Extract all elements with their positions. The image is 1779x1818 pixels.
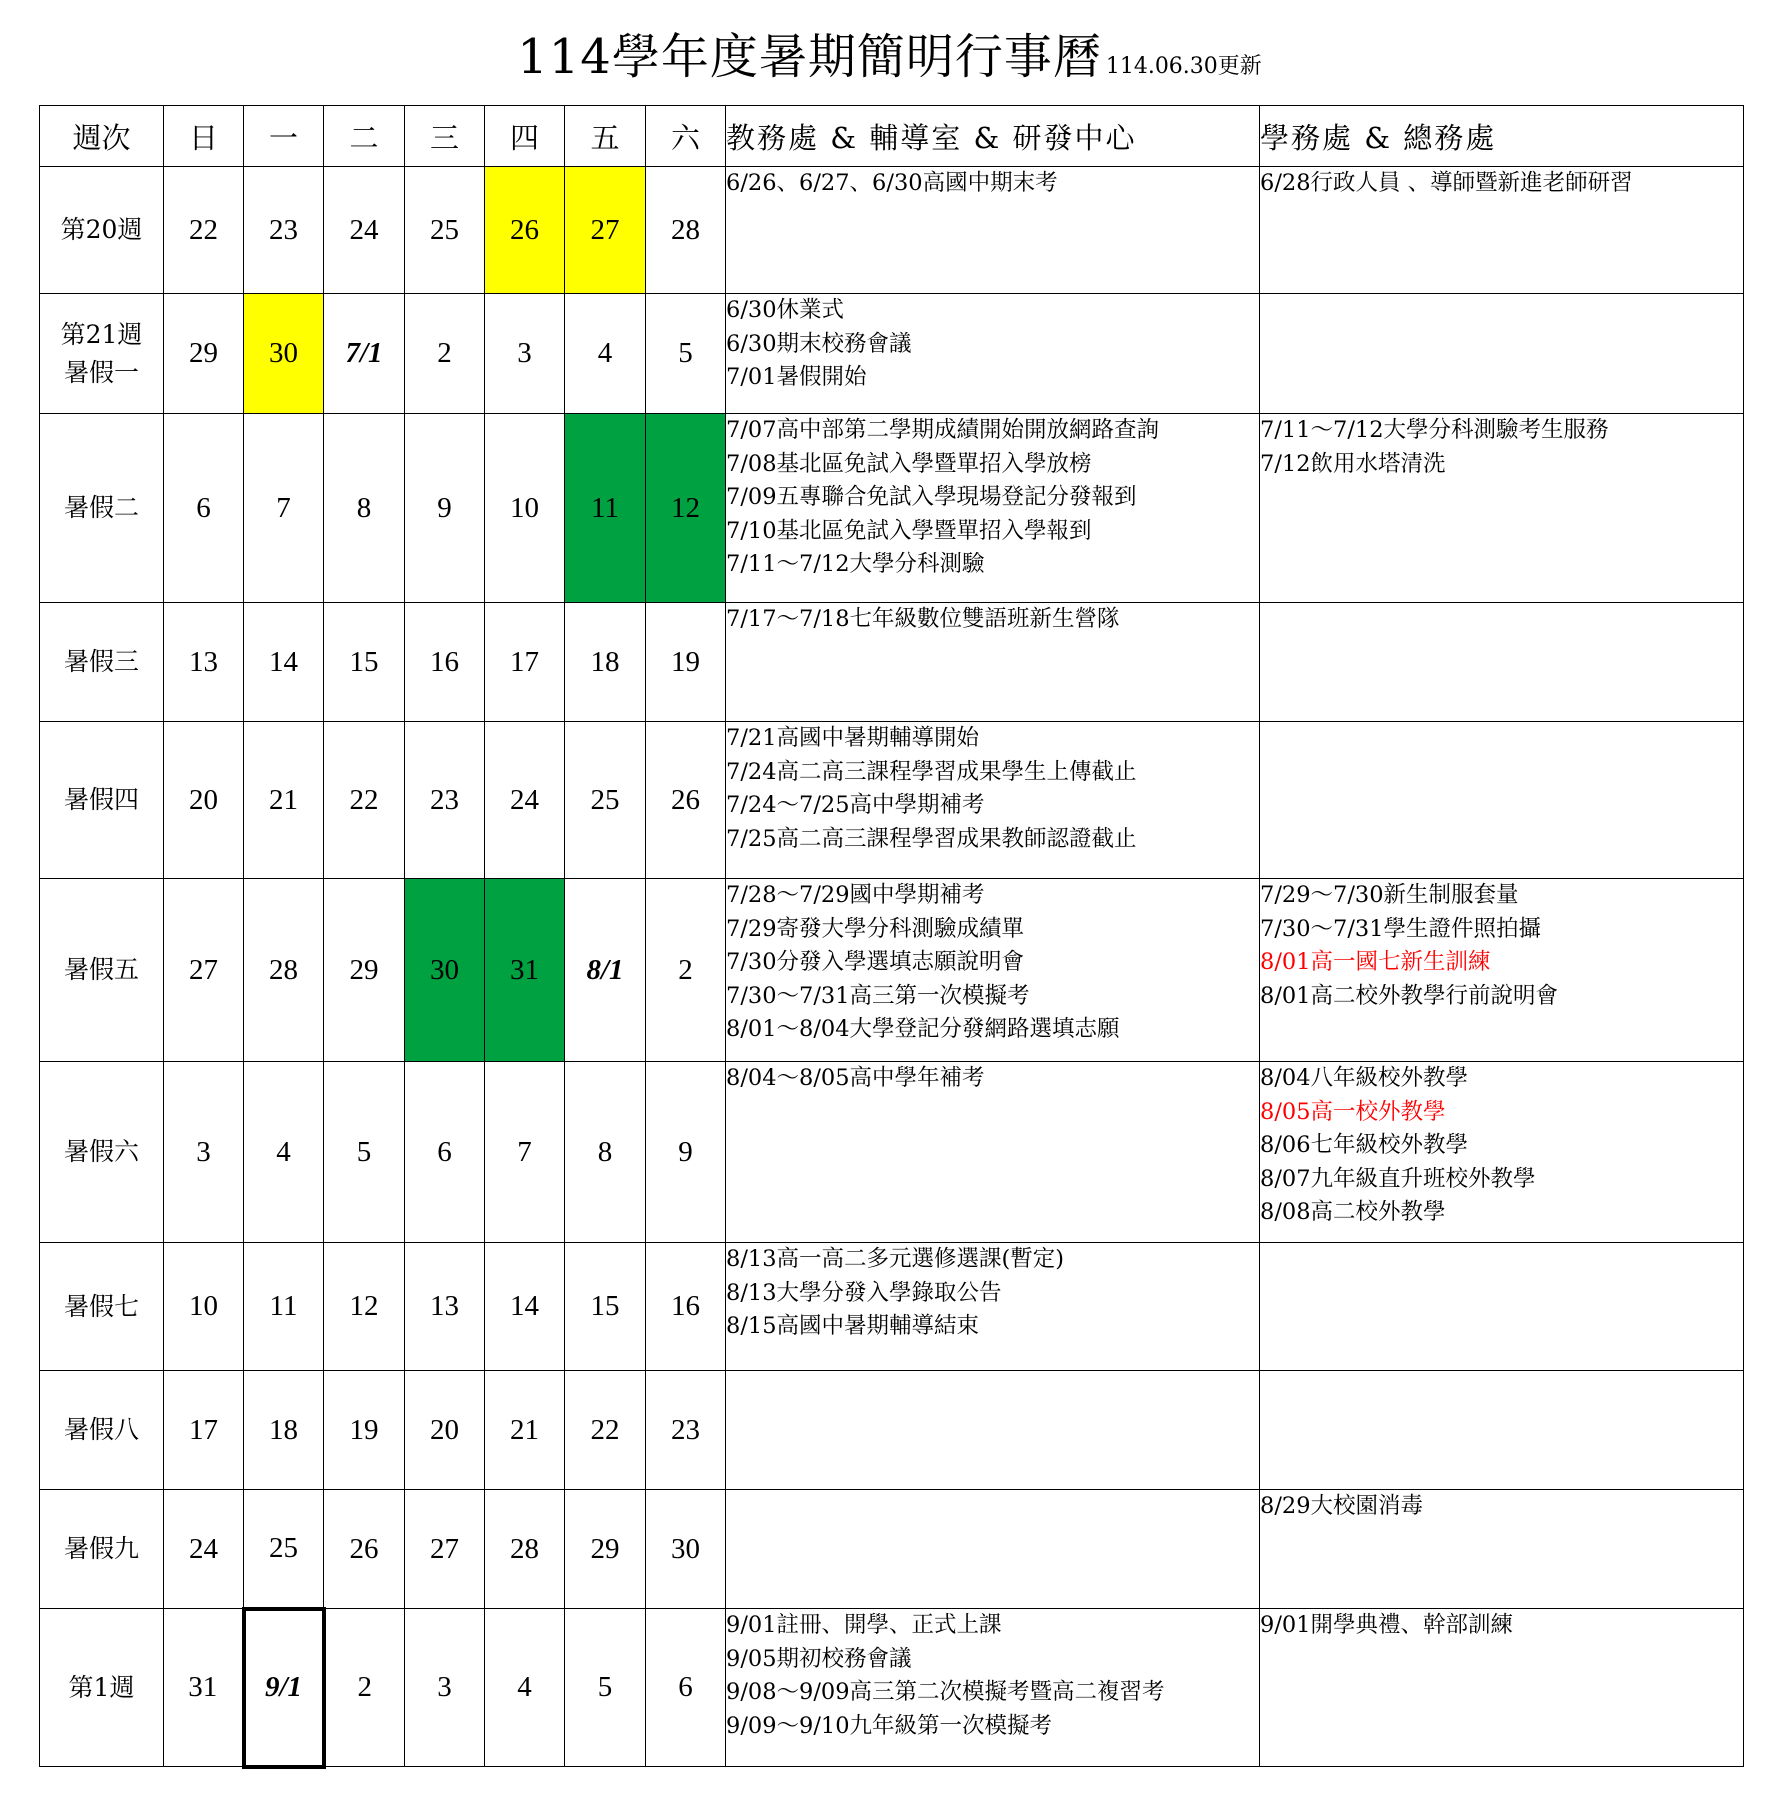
- week-label: [40, 414, 164, 603]
- day-cell-wed: 9: [405, 414, 485, 603]
- student-events: [1260, 879, 1744, 1062]
- week-label: [40, 1609, 164, 1767]
- day-cell-mon: 9/1: [244, 1609, 324, 1767]
- week-label-line: 暑假九: [63, 1534, 139, 1563]
- event-line: 7/24高二高三課程學習成果學生上傳截止: [726, 758, 1137, 785]
- week-row: [40, 1062, 1744, 1243]
- week-label: [40, 722, 164, 879]
- calendar-table: [39, 105, 1744, 1769]
- event-line: 6/26、6/27、6/30高國中期末考: [726, 170, 1058, 196]
- day-cell-fri: 27: [565, 167, 646, 294]
- event-line: 7/30分發入學選填志願說明會: [726, 949, 1025, 975]
- event-line: 7/07高中部第二學期成績開始開放網路查詢: [726, 417, 1160, 443]
- event-line: 8/08高二校外教學: [1260, 1199, 1446, 1225]
- day-cell-sun: 6: [164, 414, 244, 603]
- student-events: [1260, 722, 1744, 879]
- day-cell-sat: 28: [646, 167, 726, 294]
- event-line: 8/13大學分發入學錄取公告: [726, 1279, 1002, 1306]
- day-cell-fri: 11: [565, 414, 646, 603]
- day-cell-mon: 14: [244, 603, 324, 722]
- update-date: 114.06.30更新: [1105, 54, 1262, 79]
- week-row: [40, 879, 1744, 1062]
- day-cell-wed: 6: [405, 1062, 485, 1243]
- day-cell-mon: 28: [244, 879, 324, 1062]
- day-cell-sat: 30: [646, 1490, 726, 1609]
- day-cell-sun: 29: [164, 294, 244, 414]
- week-label-line: 暑假八: [63, 1415, 139, 1444]
- day-cell-tue: 19: [324, 1371, 405, 1490]
- week-row: [40, 1490, 1744, 1609]
- day-cell-fri: 22: [565, 1371, 646, 1490]
- student-events: [1260, 167, 1744, 294]
- day-cell-thu: 28: [485, 1490, 565, 1609]
- student-events: [1260, 1371, 1744, 1490]
- day-cell-thu: 10: [485, 414, 565, 603]
- week-label: [40, 167, 164, 294]
- academic-events: [726, 1243, 1260, 1371]
- event-line: 8/01～8/04大學登記分發網路選填志願: [726, 1016, 1120, 1042]
- academic-events: [726, 414, 1260, 603]
- day-cell-tue: 5: [324, 1062, 405, 1243]
- day-cell-sun: 24: [164, 1490, 244, 1609]
- day-cell-sat: 6: [646, 1609, 726, 1767]
- day-cell-wed: 13: [405, 1243, 485, 1371]
- day-cell-wed: 16: [405, 603, 485, 722]
- week-label: [40, 294, 164, 414]
- week-label: [40, 1371, 164, 1490]
- week-row: [40, 603, 1744, 722]
- week-row: [40, 1609, 1744, 1767]
- event-line: 9/05期初校務會議: [726, 1645, 912, 1672]
- day-cell-sun: 22: [164, 167, 244, 294]
- week-row: [40, 167, 1744, 294]
- event-line: 7/30～7/31學生證件照拍攝: [1260, 915, 1542, 942]
- day-cell-wed: 20: [405, 1371, 485, 1490]
- event-line: 7/11～7/12大學分科測驗: [726, 551, 985, 577]
- header-day-wed: 三: [405, 106, 485, 167]
- student-events: [1260, 603, 1744, 722]
- day-cell-wed: 3: [405, 1609, 485, 1767]
- week-row: [40, 722, 1744, 879]
- event-line: 7/25高二高三課程學習成果教師認證截止: [726, 825, 1137, 852]
- academic-events: [726, 879, 1260, 1062]
- day-cell-fri: 8/1: [565, 879, 646, 1062]
- day-cell-tue: 26: [324, 1490, 405, 1609]
- day-cell-sat: 12: [646, 414, 726, 603]
- academic-events: [726, 1609, 1260, 1767]
- day-cell-fri: 18: [565, 603, 646, 722]
- day-cell-sat: 23: [646, 1371, 726, 1490]
- event-line: 7/28～7/29國中學期補考: [726, 882, 985, 908]
- week-label: [40, 1243, 164, 1371]
- header-row: [40, 106, 1744, 167]
- week-label: [40, 603, 164, 722]
- day-cell-tue: 12: [324, 1243, 405, 1371]
- week-label-line: 第20週: [60, 215, 143, 244]
- week-label-line: 暑假七: [63, 1291, 139, 1321]
- day-cell-mon: 4: [244, 1062, 324, 1243]
- calendar-body: [40, 167, 1744, 1767]
- day-cell-tue: 8: [324, 414, 405, 603]
- header-day-sun: 日: [164, 106, 244, 167]
- week-row: [40, 414, 1744, 603]
- event-line: 7/29寄發大學分科測驗成績單: [726, 915, 1025, 942]
- day-cell-sun: 27: [164, 879, 244, 1062]
- day-cell-thu: 26: [485, 167, 565, 294]
- student-events: [1260, 414, 1744, 603]
- event-line: 8/04～8/05高中學年補考: [726, 1065, 985, 1091]
- day-cell-sun: 20: [164, 722, 244, 879]
- day-cell-wed: 30: [405, 879, 485, 1062]
- student-events: [1260, 1490, 1744, 1609]
- academic-events: [726, 1062, 1260, 1243]
- week-label: [40, 879, 164, 1062]
- day-cell-sun: 17: [164, 1371, 244, 1490]
- header-day-thu: 四: [485, 106, 565, 167]
- event-line: 6/28行政人員 、導師暨新進老師研習: [1260, 170, 1633, 196]
- week-label-line: 暑假五: [63, 955, 139, 984]
- event-line: 8/05高一校外教學: [1260, 1098, 1446, 1125]
- day-cell-sat: 16: [646, 1243, 726, 1371]
- day-cell-sat: 5: [646, 294, 726, 414]
- event-line: 6/30休業式: [726, 297, 845, 323]
- day-cell-tue: 7/1: [324, 294, 405, 414]
- academic-events: [726, 1371, 1260, 1490]
- event-line: 9/01註冊、開學、正式上課: [726, 1612, 1002, 1638]
- student-events: [1260, 1062, 1744, 1243]
- page-title: 114學年度暑期簡明行事曆: [517, 29, 1102, 85]
- week-label: [40, 1490, 164, 1609]
- event-line: 8/13高一高二多元選修選課(暫定): [726, 1246, 1065, 1272]
- event-line: 8/01高一國七新生訓練: [1260, 949, 1491, 975]
- student-events: [1260, 1243, 1744, 1371]
- event-line: 7/12飲用水塔清洗: [1260, 450, 1446, 477]
- day-cell-tue: 22: [324, 722, 405, 879]
- week-label-line: 第21週: [60, 319, 143, 349]
- day-cell-wed: 23: [405, 722, 485, 879]
- day-cell-fri: 25: [565, 722, 646, 879]
- day-cell-mon: 11: [244, 1243, 324, 1371]
- day-cell-thu: 21: [485, 1371, 565, 1490]
- calendar-title: [0, 18, 1779, 88]
- event-line: 9/08～9/09高三第二次模擬考暨高二複習考: [726, 1679, 1165, 1705]
- day-cell-sun: 10: [164, 1243, 244, 1371]
- week-label-line: 暑假一: [63, 357, 139, 387]
- header-academic-office: 教務處 & 輔導室 & 研發中心: [726, 106, 1260, 167]
- academic-events: [726, 1490, 1260, 1609]
- header-day-mon: 一: [244, 106, 324, 167]
- event-line: 6/30期末校務會議: [726, 330, 912, 357]
- event-line: 8/07九年級直升班校外教學: [1260, 1165, 1536, 1192]
- event-line: 8/15高國中暑期輔導結束: [726, 1313, 980, 1339]
- day-cell-fri: 29: [565, 1490, 646, 1609]
- header-student-office: 學務處 & 總務處: [1260, 106, 1744, 167]
- event-line: 8/29大校園消毒: [1260, 1493, 1424, 1519]
- day-cell-fri: 8: [565, 1062, 646, 1243]
- event-line: 8/01高二校外教學行前說明會: [1260, 982, 1559, 1009]
- student-events: [1260, 294, 1744, 414]
- academic-events: [726, 722, 1260, 879]
- day-cell-mon: 21: [244, 722, 324, 879]
- day-cell-mon: 18: [244, 1371, 324, 1490]
- day-cell-sun: 3: [164, 1062, 244, 1243]
- day-cell-sat: 9: [646, 1062, 726, 1243]
- day-cell-fri: 15: [565, 1243, 646, 1371]
- event-line: 7/08基北區免試入學暨單招入學放榜: [726, 450, 1092, 477]
- day-cell-sun: 13: [164, 603, 244, 722]
- day-cell-thu: 24: [485, 722, 565, 879]
- academic-events: [726, 167, 1260, 294]
- event-line: 7/24～7/25高中學期補考: [726, 792, 985, 818]
- header-day-tue: 二: [324, 106, 405, 167]
- day-cell-tue: 29: [324, 879, 405, 1062]
- day-cell-thu: 3: [485, 294, 565, 414]
- week-label-line: 第1週: [68, 1672, 135, 1702]
- event-line: 7/10基北區免試入學暨單招入學報到: [726, 517, 1092, 544]
- day-cell-mon: 25: [244, 1490, 324, 1609]
- day-cell-wed: 27: [405, 1490, 485, 1609]
- week-label-line: 暑假六: [63, 1137, 139, 1166]
- day-cell-thu: 17: [485, 603, 565, 722]
- event-line: 8/04八年級校外教學: [1260, 1065, 1469, 1091]
- week-label-line: 暑假四: [63, 785, 139, 814]
- day-cell-fri: 5: [565, 1609, 646, 1767]
- day-cell-mon: 23: [244, 167, 324, 294]
- academic-events: [726, 294, 1260, 414]
- event-line: 8/06七年級校外教學: [1260, 1132, 1469, 1158]
- day-cell-thu: 4: [485, 1609, 565, 1767]
- day-cell-sat: 19: [646, 603, 726, 722]
- day-cell-thu: 7: [485, 1062, 565, 1243]
- day-cell-tue: 24: [324, 167, 405, 294]
- day-cell-fri: 4: [565, 294, 646, 414]
- day-cell-tue: 15: [324, 603, 405, 722]
- event-line: 7/11～7/12大學分科測驗考生服務: [1260, 417, 1609, 443]
- event-line: 7/21高國中暑期輔導開始: [726, 725, 980, 751]
- day-cell-mon: 30: [244, 294, 324, 414]
- day-cell-wed: 25: [405, 167, 485, 294]
- day-cell-mon: 7: [244, 414, 324, 603]
- event-line: 7/17～7/18七年級數位雙語班新生營隊: [726, 606, 1120, 632]
- event-line: 9/09～9/10九年級第一次模擬考: [726, 1712, 1053, 1739]
- week-row: [40, 1243, 1744, 1371]
- day-cell-thu: 14: [485, 1243, 565, 1371]
- week-row: [40, 1371, 1744, 1490]
- event-line: 7/09五專聯合免試入學現場登記分發報到: [726, 484, 1137, 510]
- header-week: 週次: [40, 106, 164, 167]
- week-label-line: 暑假三: [63, 647, 139, 676]
- week-label-line: 暑假二: [63, 493, 139, 522]
- day-cell-thu: 31: [485, 879, 565, 1062]
- day-cell-tue: 2: [324, 1609, 405, 1767]
- header-day-sat: 六: [646, 106, 726, 167]
- day-cell-sat: 2: [646, 879, 726, 1062]
- day-cell-wed: 2: [405, 294, 485, 414]
- event-line: 7/01暑假開始: [726, 364, 867, 390]
- student-events: [1260, 1609, 1744, 1767]
- header-day-fri: 五: [565, 106, 646, 167]
- academic-events: [726, 603, 1260, 722]
- event-line: 9/01開學典禮、幹部訓練: [1260, 1612, 1514, 1638]
- event-line: 7/29～7/30新生制服套量: [1260, 882, 1519, 908]
- week-label: [40, 1062, 164, 1243]
- day-cell-sun: 31: [164, 1609, 244, 1767]
- week-row: [40, 294, 1744, 414]
- event-line: 7/30～7/31高三第一次模擬考: [726, 982, 1030, 1009]
- day-cell-sat: 26: [646, 722, 726, 879]
